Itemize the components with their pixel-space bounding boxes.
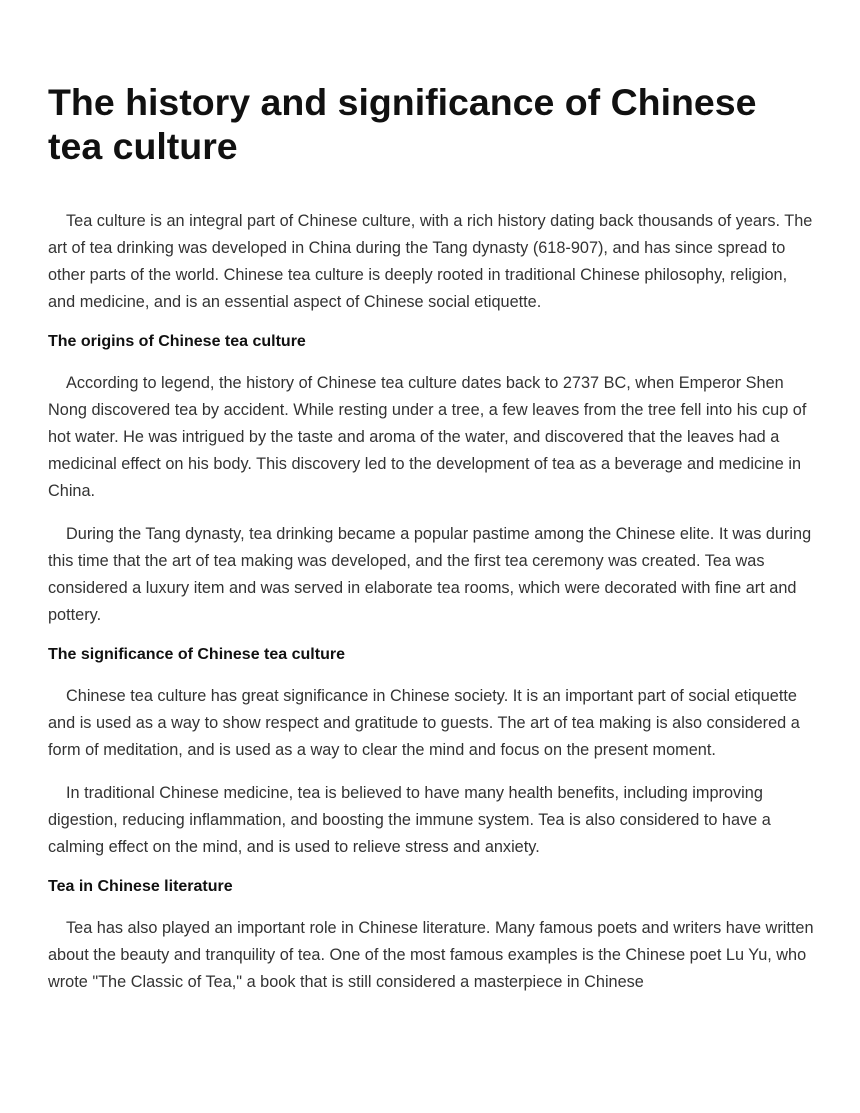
section-heading-significance: The significance of Chinese tea culture (48, 646, 345, 663)
section-heading-literature: Tea in Chinese literature (48, 878, 233, 895)
paragraph: Chinese tea culture has great significance in Chinese society. It is an important part of social etiquette and is used as a way to show respect and gratitude to guests. The art of tea making is also considered a form of meditation, and is used as a way to clear the mind and focus on the present moment. (48, 687, 800, 759)
intro-paragraph: Tea culture is an integral part of Chinese culture, with a rich history dating back thousands of years. The art of tea drinking was developed in China during the Tang dynasty (618-907), and has since spread to other parts of the world. Chinese tea culture is deeply rooted in traditional Chinese philosophy, religion, and medicine, and is an essential aspect of Chinese social etiquette. (48, 212, 813, 311)
document-title: The history and significance of Chinese tea culture (48, 81, 757, 167)
paragraph: According to legend, the history of Chinese tea culture dates back to 2737 BC, when Emperor Shen Nong discovered tea by accident. While resting under a tree, a few leaves from the tree fell into his cup of hot water. He was intrigued by the taste and aroma of the water, and discovered that the leaves had a medicinal effect on his body. This discovery led to the development of tea as a beverage and medicine in China. (48, 374, 807, 500)
paragraph: During the Tang dynasty, tea drinking became a popular pastime among the Chinese elite. It was during this time that the art of tea making was developed, and the first tea ceremony was created. Tea was considered a luxury item and was served in elaborate tea rooms, which were decorated with fine art and pottery. (48, 525, 812, 624)
section-heading-origins: The origins of Chinese tea culture (48, 333, 306, 350)
paragraph: Tea has also played an important role in Chinese literature. Many famous poets and writers have written about the beauty and tranquility of tea. One of the most famous examples is the Chinese poet Lu Yu, who wrote "The Classic of Tea," a book that is still considered a masterpiece in Chinese (48, 919, 814, 991)
document-page (48, 80, 814, 996)
paragraph: In traditional Chinese medicine, tea is believed to have many health benefits, including improving digestion, reducing inflammation, and boosting the immune system. Tea is also considered to have a calming effect on the mind, and is used to relieve stress and anxiety. (48, 784, 771, 856)
